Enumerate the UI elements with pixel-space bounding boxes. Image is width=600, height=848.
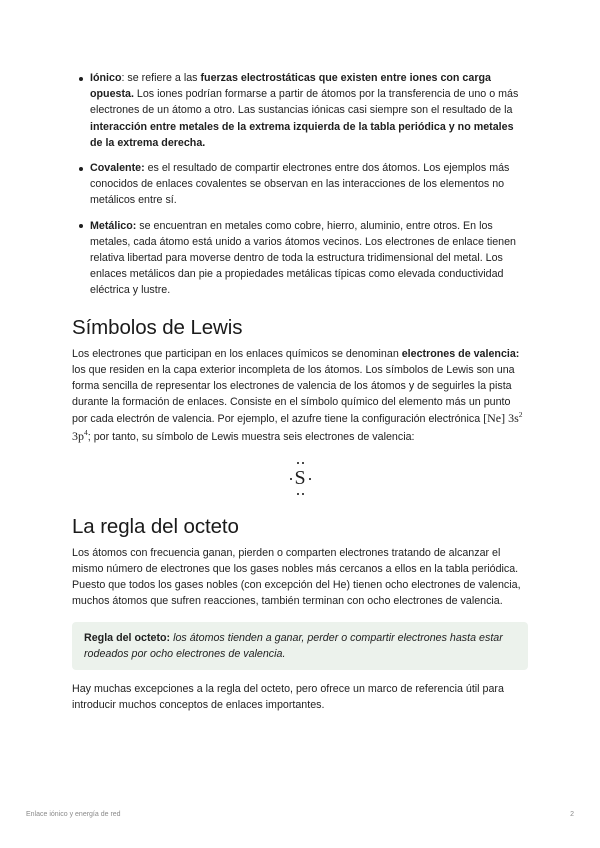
term-ionic: Iónico [90, 72, 122, 84]
list-item-metallic: Metálico: se encuentran en metales como cobre, hierro, aluminio, entre otros. En los metales, cada átomo está unido a varios átomos vecinos. Los electrones de enlace tienen relativa libertad para moverse dentro de toda la estructura tridimensional del metal. Los enlaces metálicos dan pie a propiedades metálicas típicas como elevada conductividad eléctrica y lustre. [90, 218, 528, 299]
footer-title: Enlace iónico y energía de red [26, 811, 121, 818]
electron-dot [302, 462, 305, 465]
sulfur-symbol: S [294, 466, 306, 489]
electron-configuration: [Ne] $3s^2$ $3p^4$ [72, 410, 523, 443]
callout-text: los átomos tienden a ganar, perder o compartir electrones hasta estar rodeados por ocho electrones de valencia. [84, 631, 503, 660]
heading-octet-rule: La regla del octeto [72, 514, 239, 538]
list-item-covalent: Covalente: es el resultado de compartir electrones entre dos átomos. Los ejemplos más conocidos de enlaces covalentes se observan en las interacciones de los elementos no metálicos entre sí. [90, 160, 528, 209]
octet-paragraph: Los átomos con frecuencia ganan, pierden o comparten electrones tratando de alcanzar el mismo número de electrones que los gases nobles más cercanos a ellos en la tabla periódica. Puesto que todos los gases nobles (con excepción del He) tienen ocho electrones de valencia, muchos átomos que sufren reacciones, también terminan con ocho electrones de valencia. [72, 546, 521, 608]
lewis-symbol-sulfur [280, 461, 320, 501]
electron-dot [302, 493, 305, 496]
page-number: 2 [570, 811, 574, 818]
electron-dot [297, 462, 300, 465]
term-covalent: Covalente: [90, 162, 145, 175]
closing-paragraph: Hay muchas excepciones a la regla del octeto, pero ofrece un marco de referencia útil para introducir muchos conceptos de enlaces importantes. [72, 683, 504, 712]
bond-types-list [72, 70, 528, 299]
lewis-paragraph: Los electrones que participan en los enlaces químicos se denominan electrones de valencia: los que residen en la capa exterior incompleta de los átomos. Los símbolos de Lewis son una forma sencilla de representar los electrones de valencia de los átomos y de seguirles la pista durante la formación de enlaces. Consiste en el símbolo químico del elemento más un punto por cada electrón de valencia. Por ejemplo, el azufre tiene la configuración electrónica [Ne] $3s^2$ $3p^4$; por tanto, su símbolo de Lewis muestra seis electrones de valencia: [72, 347, 523, 443]
page-content [72, 70, 528, 713]
octet-rule-callout [72, 622, 528, 670]
list-item-ionic: Iónico: se refiere a las fuerzas electrostáticas que existen entre iones con carga opuesta. Los iones podrían formarse a partir de átomos por la transferencia de uno o más electrones de un átomo a otro. Las sustancias iónicas casi siempre son el resultado de la interacción entre metales de la extrema izquierda de la tabla periódica y no metales de la extrema derecha. [90, 70, 528, 151]
term-metallic: Metálico: [90, 219, 137, 232]
electron-dot [297, 493, 300, 496]
heading-lewis-symbols: Símbolos de Lewis [72, 315, 243, 339]
callout-label: Regla del octeto: [84, 631, 171, 644]
